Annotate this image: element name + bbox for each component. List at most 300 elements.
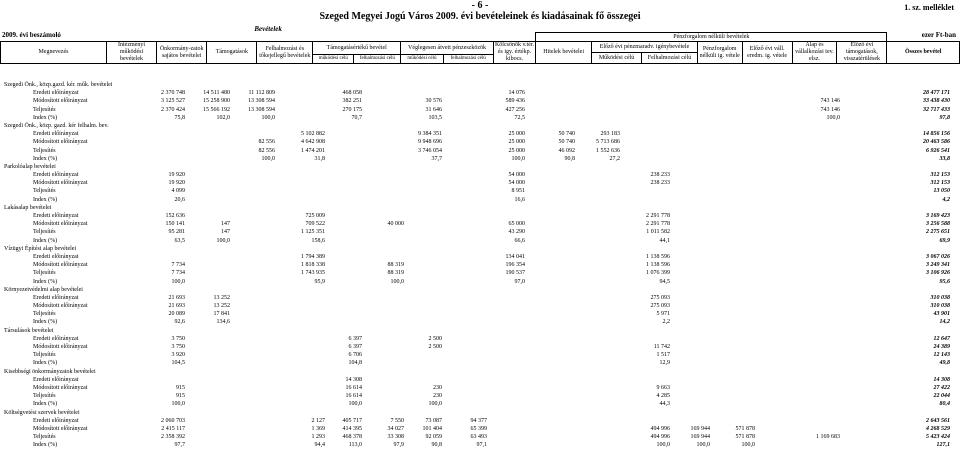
section-row (0, 163, 960, 171)
value-cell: 3 750 (171, 335, 185, 342)
total-cell: 95,6 (939, 278, 950, 285)
value-cell: 743 146 (820, 98, 840, 105)
value-cell: 230 (433, 384, 442, 391)
section-row (0, 409, 960, 417)
value-cell: 46 092 (558, 147, 575, 154)
table-row (0, 220, 960, 228)
value-cell: 113,0 (348, 442, 362, 449)
unit-label: ezer Ft-ban (921, 31, 956, 39)
value-cell: 169 944 (690, 434, 710, 441)
col-mukodesi-celu: Működési célú (591, 53, 641, 64)
value-cell: 5 102 882 (301, 131, 325, 138)
value-cell: 100,0 (390, 278, 404, 285)
section-label: Szegedi Önk., közp.gazd. kér. műk. bevételei (4, 82, 113, 88)
value-cell: 169 944 (690, 425, 710, 432)
value-cell: 34 027 (387, 425, 404, 432)
table-row (0, 318, 960, 326)
row-label: Eredeti előirányzat (33, 294, 79, 301)
table-row (0, 179, 960, 187)
value-cell: 88 319 (387, 262, 404, 269)
value-cell: 82 556 (258, 147, 275, 154)
bevetelek-header: Bevételek (254, 25, 282, 33)
value-cell: 275 093 (650, 303, 670, 310)
section-row (0, 81, 960, 89)
value-cell: 3 746 054 (418, 147, 442, 154)
table-row (0, 253, 960, 261)
value-cell: 238 233 (650, 172, 670, 179)
section-label: Lakásalap bevételei (4, 204, 52, 211)
table-row (0, 114, 960, 122)
value-cell: 2 060 703 (161, 417, 185, 424)
total-cell: 27 422 (933, 384, 950, 391)
table-row (0, 384, 960, 392)
total-cell: 14 308 (933, 376, 950, 383)
row-label: Index (%) (33, 360, 58, 367)
value-cell: 2 370 748 (161, 90, 185, 97)
value-cell: 100,0 (696, 442, 710, 449)
value-cell: 1 743 935 (301, 270, 325, 277)
table-row (0, 302, 960, 310)
row-label: Módosított előirányzat (33, 221, 88, 228)
total-cell: 2 275 651 (926, 229, 950, 236)
value-cell: 147 (221, 221, 230, 228)
col-veglegesen-atvett: Véglegesen átvett pénzeszközök (401, 42, 494, 55)
value-cell: 405 717 (342, 417, 362, 424)
value-cell: 63,5 (174, 237, 185, 244)
row-label: Teljesítés (33, 270, 56, 277)
value-cell: 54 000 (508, 180, 525, 187)
value-cell: 1 818 338 (301, 262, 325, 269)
data-rows (0, 81, 960, 449)
value-cell: 100,0 (826, 114, 840, 121)
value-cell: 97,9 (393, 442, 404, 449)
col-intezmenyi: Intézményi működési bevételek (106, 42, 156, 64)
value-cell: 102,0 (216, 114, 230, 121)
total-cell: 33 438 430 (923, 98, 950, 105)
value-cell: 270 175 (342, 106, 362, 113)
header-table (0, 25, 960, 64)
penzforgalom-nelkuli-header: Pénzforgalom nélküli bevételek (536, 33, 887, 42)
value-cell: 100,0 (171, 401, 185, 408)
value-cell: 13 308 594 (248, 98, 275, 105)
value-cell: 73 087 (425, 417, 442, 424)
value-cell: 230 (433, 393, 442, 400)
row-label: Eredeti előirányzat (33, 417, 79, 424)
total-cell: 3 256 588 (926, 221, 950, 228)
row-label: Teljesítés (33, 106, 56, 113)
value-cell: 9 663 (656, 384, 670, 391)
col-onkormanyzati: Önkormány-zatok sajátos bevételei (157, 42, 207, 64)
value-cell: 134,6 (216, 319, 230, 326)
value-cell: 1 474 201 (301, 147, 325, 154)
row-label: Index (%) (33, 196, 58, 203)
col-megnevezes: Megnevezés (1, 42, 107, 64)
value-cell: 100,0 (261, 114, 275, 121)
value-cell: 4 642 908 (301, 139, 325, 146)
value-cell: 743 146 (820, 106, 840, 113)
row-label: Módosított előirányzat (33, 384, 88, 391)
value-cell: 150 141 (165, 221, 185, 228)
total-cell: 310 038 (930, 294, 950, 301)
row-label: Módosított előirányzat (33, 98, 88, 105)
value-cell: 104,5 (171, 360, 185, 367)
total-cell: 2 643 561 (926, 417, 950, 424)
value-cell: 88 319 (387, 270, 404, 277)
row-label: Teljesítés (33, 188, 56, 195)
table-row (0, 294, 960, 302)
value-cell: 50 740 (558, 139, 575, 146)
value-cell: 134 041 (505, 253, 525, 260)
value-cell: 16 614 (345, 384, 362, 391)
value-cell: 12,9 (659, 360, 670, 367)
value-cell: 15 258 900 (203, 98, 230, 105)
value-cell: 2 127 (311, 417, 325, 424)
row-label: Eredeti előirányzat (33, 172, 79, 179)
value-cell: 4 285 (656, 393, 670, 400)
table-row (0, 138, 960, 146)
value-cell: 1 369 (311, 425, 325, 432)
value-cell: 95 281 (168, 229, 185, 236)
total-cell: 22 044 (933, 393, 950, 400)
total-cell: 3 249 341 (926, 262, 950, 269)
value-cell: 1 138 596 (646, 262, 670, 269)
value-cell: 2 415 117 (161, 425, 185, 432)
value-cell: 20 089 (168, 311, 185, 318)
value-cell: 75,8 (174, 114, 185, 121)
total-cell: 14 856 156 (923, 131, 950, 138)
section-label: Társulások bevételei (4, 327, 54, 334)
value-cell: 70,7 (351, 114, 362, 121)
value-cell: 14 308 (345, 376, 362, 383)
value-cell: 196 354 (505, 262, 525, 269)
row-label: Módosított előirányzat (33, 180, 88, 187)
value-cell: 9 948 696 (418, 139, 442, 146)
total-cell: 28 477 171 (923, 90, 950, 97)
section-label: Kisebbségi önkormányzatok bevételei (4, 368, 96, 375)
value-cell: 31,8 (314, 155, 325, 162)
col-kolcsonok: Kölcsönök v.tér. és igy. értékp. kibocs. (494, 42, 535, 62)
row-label: Eredeti előirányzat (33, 335, 79, 342)
value-cell: 16 614 (345, 393, 362, 400)
total-cell: 32 717 433 (923, 106, 950, 113)
row-label: Teljesítés (33, 229, 56, 236)
col-hitelek: Hitelek bevételei (536, 42, 592, 64)
value-cell: 100,0 (171, 278, 185, 285)
table-row (0, 261, 960, 269)
col-elozo-vall: Előző évi váll. eredm. ig. vétele (742, 42, 792, 64)
value-cell: 13 308 594 (248, 106, 275, 113)
row-label: Módosított előirányzat (33, 139, 88, 146)
total-cell: 24 389 (933, 344, 950, 350)
value-cell: 50 740 (558, 131, 575, 138)
table-row (0, 278, 960, 286)
value-cell: 21 693 (168, 303, 185, 310)
value-cell: 1 011 582 (646, 229, 670, 236)
total-cell: 80,4 (939, 401, 950, 408)
row-label: Index (%) (33, 442, 58, 449)
table-row (0, 106, 960, 114)
table-row (0, 212, 960, 220)
value-cell: 3 125 527 (161, 98, 185, 105)
total-cell: 127,1 (936, 442, 950, 449)
value-cell: 15 566 192 (203, 106, 230, 113)
row-label: Index (%) (33, 401, 58, 408)
row-label: Eredeti előirányzat (33, 131, 79, 138)
section-row (0, 327, 960, 335)
sub-felhalmozasi-celu-1: felhalmozási célú (354, 55, 401, 64)
value-cell: 11 112 809 (248, 90, 275, 97)
section-label: Környezetvédelmi alap bevételei (4, 286, 83, 293)
row-label: Módosított előirányzat (33, 262, 88, 269)
row-label: Módosított előirányzat (33, 344, 88, 350)
value-cell: 95,9 (314, 278, 325, 285)
value-cell: 66,6 (514, 237, 525, 244)
total-cell: 20 463 586 (923, 139, 950, 146)
value-cell: 21 693 (168, 294, 185, 301)
total-cell: 310 038 (930, 303, 950, 310)
row-label: Index (%) (33, 278, 58, 285)
value-cell: 725 009 (305, 213, 325, 219)
total-cell: 69,9 (939, 237, 950, 244)
value-cell: 1 125 351 (301, 229, 325, 236)
section-label: Szegedi Önk., közp. gazd. kér felhalm. bev. (4, 122, 109, 129)
value-cell: 25 000 (508, 139, 525, 146)
value-cell: 97,0 (514, 278, 525, 285)
value-cell: 2 291 778 (646, 221, 670, 228)
value-cell: 17 841 (213, 311, 230, 318)
value-cell: 97,1 (476, 442, 487, 449)
section-label: Költségvetési szervek bevételei (4, 409, 80, 416)
value-cell: 6 397 (348, 344, 362, 350)
value-cell: 94,5 (659, 278, 670, 285)
value-cell: 5 971 (656, 311, 670, 318)
table-row (0, 400, 960, 408)
table-row (0, 228, 960, 236)
col-felhalmozasi-celu: Felhalmozási célú (642, 53, 698, 64)
value-cell: 9 384 351 (418, 131, 442, 138)
value-cell: 20,6 (174, 196, 185, 203)
value-cell: 1 794 389 (301, 253, 325, 260)
total-cell: 49,8 (939, 360, 950, 367)
table-row (0, 187, 960, 195)
value-cell: 100,0 (348, 401, 362, 408)
section-row (0, 368, 960, 376)
value-cell: 1 293 (311, 434, 325, 441)
col-tamogatasok: Támogatások (207, 42, 257, 64)
value-cell: 2 291 778 (646, 213, 670, 219)
value-cell: 25 000 (508, 147, 525, 154)
value-cell: 2 500 (428, 335, 442, 342)
value-cell: 427 256 (505, 106, 525, 113)
total-cell: 312 153 (930, 180, 950, 187)
value-cell: 16,6 (514, 196, 525, 203)
col-alap-vall: Alap és vállalkozási tev. elsz. (792, 42, 837, 64)
value-cell: 44,1 (659, 237, 670, 244)
value-cell: 4 099 (171, 188, 185, 195)
col-elozo-penzmaradvany: Előző évi pénzmaradv. igénybevétele (591, 42, 697, 53)
value-cell: 238 233 (650, 180, 670, 187)
table-row (0, 392, 960, 400)
value-cell: 63 493 (470, 434, 487, 441)
total-cell: 12 647 (933, 335, 950, 342)
col-osszes: Összes bevétel (887, 42, 960, 64)
value-cell: 293 183 (600, 131, 620, 138)
value-cell: 1 517 (656, 352, 670, 359)
table-row (0, 130, 960, 138)
page-title (0, 0, 960, 22)
table-row (0, 171, 960, 179)
value-cell: 3 920 (171, 352, 185, 359)
row-label: Index (%) (33, 237, 58, 244)
section-row (0, 245, 960, 253)
value-cell: 915 (176, 393, 185, 400)
value-cell: 190 537 (505, 270, 525, 277)
value-cell: 2,2 (662, 319, 670, 326)
value-cell: 494 996 (650, 434, 670, 441)
table-row (0, 237, 960, 245)
value-cell: 5 713 686 (596, 139, 620, 146)
sub-mukodesi-celu-1: működési célú (313, 55, 354, 64)
table-row (0, 343, 960, 351)
row-label: Index (%) (33, 114, 58, 121)
value-cell: 65 000 (508, 221, 525, 228)
total-cell: 3 067 026 (926, 253, 950, 260)
value-cell: 31 646 (425, 106, 442, 113)
total-cell: 3 106 926 (926, 270, 950, 277)
total-cell: 4,2 (942, 196, 950, 203)
col-penzforgalom-nelkuli-ig: Pénzforgalom nélküli ig. vétele (697, 42, 742, 64)
table-row (0, 310, 960, 318)
value-cell: 1 552 636 (596, 147, 620, 154)
value-cell: 7 734 (171, 270, 185, 277)
value-cell: 2 370 424 (161, 106, 185, 113)
value-cell: 94 377 (470, 417, 487, 424)
row-label: Eredeti előirányzat (33, 376, 79, 383)
value-cell: 72,5 (514, 114, 525, 121)
row-label: Teljesítés (33, 393, 56, 400)
value-cell: 14 076 (508, 90, 525, 97)
value-cell: 65 399 (470, 425, 487, 432)
col-tamogatasertekü: Támogatásértékű bevétel (313, 42, 401, 55)
year-label: 2009. évi beszámoló (2, 31, 61, 39)
value-cell: 152 636 (165, 213, 185, 219)
value-cell: 7 550 (390, 417, 404, 424)
table-row (0, 417, 960, 425)
total-cell: 12 143 (933, 352, 950, 359)
table-row (0, 97, 960, 105)
value-cell: 7 734 (171, 262, 185, 269)
value-cell: 571 878 (735, 425, 755, 432)
section-label: Vízügyi Építési alap bevételei (4, 245, 77, 252)
value-cell: 104,8 (348, 360, 362, 367)
value-cell: 158,6 (311, 237, 325, 244)
value-cell: 100,0 (216, 237, 230, 244)
total-cell: 6 926 541 (926, 147, 950, 154)
value-cell: 100,0 (511, 155, 525, 162)
total-cell: 14,2 (939, 319, 950, 326)
section-row (0, 122, 960, 130)
value-cell: 19 920 (168, 180, 185, 187)
value-cell: 44,3 (659, 401, 670, 408)
value-cell: 915 (176, 384, 185, 391)
row-label: Módosított előirányzat (33, 425, 88, 432)
value-cell: 147 (221, 229, 230, 236)
value-cell: 33 308 (387, 434, 404, 441)
value-cell: 13 252 (213, 303, 230, 310)
value-cell: 40 000 (387, 221, 404, 228)
total-cell: 43 901 (933, 311, 950, 318)
value-cell: 2 500 (428, 344, 442, 350)
col-elozo-tamogatas: Előző évi támogatások, visszatérülések (837, 42, 887, 64)
table-row (0, 196, 960, 204)
row-label: Eredeti előirányzat (33, 253, 79, 260)
value-cell: 94,4 (314, 442, 325, 449)
value-cell: 589 436 (505, 98, 525, 105)
value-cell: 37,7 (431, 155, 442, 162)
table-row (0, 441, 960, 449)
value-cell: 100,0 (261, 155, 275, 162)
value-cell: 100,0 (428, 401, 442, 408)
table-row (0, 155, 960, 163)
value-cell: 6 397 (348, 335, 362, 342)
value-cell: 11 742 (653, 344, 670, 350)
section-row (0, 286, 960, 294)
value-cell: 100,0 (741, 442, 755, 449)
value-cell: 19 920 (168, 172, 185, 179)
row-label: Teljesítés (33, 352, 56, 359)
table-row (0, 147, 960, 155)
value-cell: 90,8 (431, 442, 442, 449)
row-label: Teljesítés (33, 311, 56, 318)
value-cell: 43 290 (508, 229, 525, 236)
total-cell: 4 268 529 (926, 425, 950, 432)
value-cell: 27,2 (609, 155, 620, 162)
value-cell: 6 706 (348, 352, 362, 359)
total-cell: 312 153 (930, 172, 950, 179)
value-cell: 1 076 399 (646, 270, 670, 277)
total-cell: 3 169 423 (926, 213, 950, 219)
row-label: Teljesítés (33, 434, 56, 441)
table-row (0, 89, 960, 97)
value-cell: 382 251 (342, 98, 362, 105)
section-label: Parkolóalap bevételei (4, 163, 56, 170)
value-cell: 97,7 (174, 442, 185, 449)
row-label: Eredeti előirányzat (33, 90, 79, 97)
table-row (0, 359, 960, 367)
table-row (0, 433, 960, 441)
value-cell: 2 358 392 (161, 434, 185, 441)
value-cell: 82 556 (258, 139, 275, 146)
sub-felhalmozasi-celu-2: felhalmozási célú (443, 55, 493, 64)
page-number: - 6 - (471, 0, 489, 11)
table-row (0, 351, 960, 359)
value-cell: 92 059 (425, 434, 442, 441)
value-cell: 8 951 (511, 188, 525, 195)
section-row (0, 204, 960, 212)
row-label: Index (%) (33, 155, 58, 162)
total-cell: 97,8 (939, 114, 950, 121)
total-cell: 5 423 424 (926, 434, 950, 441)
annex-label: 1. sz. melléklet (904, 3, 954, 12)
value-cell: 90,8 (564, 155, 575, 162)
value-cell: 101 404 (422, 425, 442, 432)
value-cell: 13 252 (213, 294, 230, 301)
value-cell: 100,0 (656, 442, 670, 449)
table-row (0, 376, 960, 384)
row-label: Index (%) (33, 319, 58, 326)
document-title: Szeged Megyei Jogú Város 2009. évi bevételeinek és kiadásainak fő összegei (319, 11, 641, 22)
total-cell: 13 050 (933, 188, 950, 195)
